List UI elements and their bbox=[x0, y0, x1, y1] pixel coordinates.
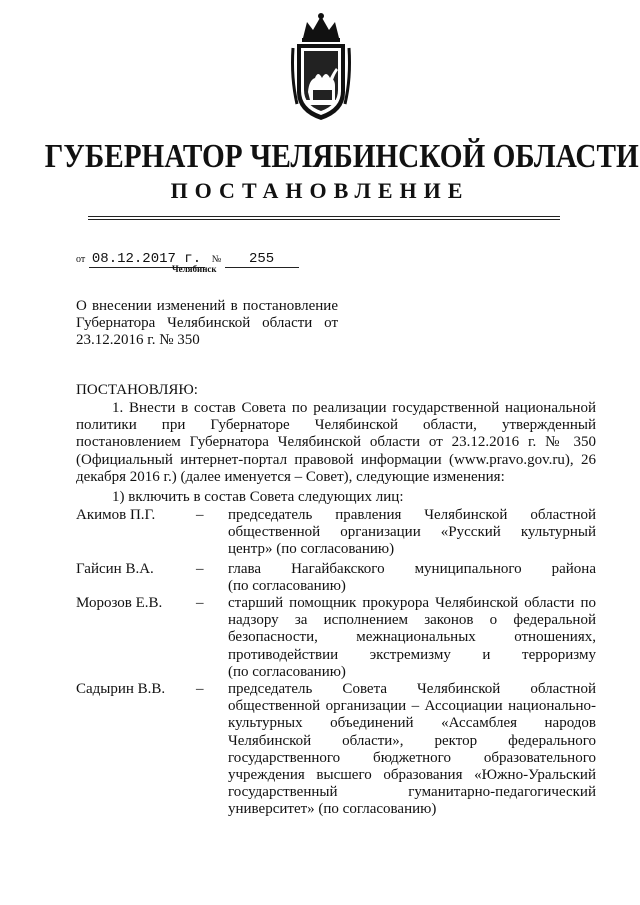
member-description-line: государственный гуманитарно-педагогический bbox=[228, 784, 596, 801]
member-description-line: государственного бюджетного образовательного bbox=[228, 749, 596, 766]
member-description-line: председатель правления Челябинской областной bbox=[228, 507, 596, 523]
item-1: 1) включить в состав Совета следующих лиц: bbox=[112, 489, 404, 505]
member-description-line: общественной организации «Русский культурный bbox=[228, 524, 596, 541]
member-description bbox=[228, 595, 596, 681]
decree-word: ПОСТАНОВЛЯЮ: bbox=[76, 382, 198, 398]
member-dash: – bbox=[196, 681, 204, 697]
member-description-line: глава Нагайбакского муниципального района bbox=[228, 561, 596, 577]
header-divider bbox=[88, 216, 560, 217]
member-description-line: (по согласованию) bbox=[228, 663, 346, 680]
member-description bbox=[228, 507, 596, 559]
member-name: Морозов Е.В. bbox=[76, 595, 163, 611]
member-description-line: (по согласованию) bbox=[228, 578, 346, 595]
member-description bbox=[228, 561, 596, 595]
paragraph-1: 1. Внести в состав Совета по реализации государственной национальной политики при Губернаторе Челябинской области, утвержденный постановлением Губернатора Челябинской области от 23.12.2016 г. № 350 (Официальный интернет-портал правовой информации (www.pravo.gov.ru), 26 декабря 2016 г.) (далее именуется – Совет), следующие изменения: bbox=[76, 400, 596, 485]
member-description-line: Челябинской области», ректор федерального bbox=[228, 732, 596, 749]
member-name: Акимов П.Г. bbox=[76, 507, 156, 523]
coat-of-arms-emblem bbox=[289, 8, 353, 124]
document-authority-title: ГУБЕРНАТОР ЧЕЛЯБИНСКОЙ ОБЛАСТИ bbox=[44, 138, 639, 175]
document-city: Челябинск bbox=[172, 264, 217, 274]
number-prefix: № bbox=[211, 254, 222, 265]
member-description-line: центр» (по согласованию) bbox=[228, 541, 395, 558]
member-description-line: старший помощник прокурора Челябинской области по bbox=[228, 595, 596, 611]
member-description-line: надзору за исполнением законов о федеральной bbox=[228, 612, 596, 629]
member-name: Садырин В.В. bbox=[76, 681, 166, 697]
member-description bbox=[228, 681, 596, 819]
member-name: Гайсин В.А. bbox=[76, 561, 154, 577]
member-description-line: университет» (по согласованию) bbox=[228, 801, 437, 818]
member-description-line: председатель Совета Челябинской областной bbox=[228, 681, 596, 697]
date-prefix: от bbox=[76, 254, 86, 265]
member-dash: – bbox=[196, 507, 204, 523]
member-description-line: противодействии экстремизму и терроризму bbox=[228, 646, 596, 663]
document-date: 08.12.2017 г. bbox=[89, 251, 205, 268]
member-description-line: общественной организации – Ассоциации национально- bbox=[228, 698, 596, 715]
member-dash: – bbox=[196, 595, 204, 611]
document-type-title: ПОСТАНОВЛЕНИЕ bbox=[170, 178, 470, 203]
document-number: 255 bbox=[225, 251, 299, 268]
document-subject: О внесении изменений в постановление Губернатора Челябинской области от 23.12.2016 г. № 350 bbox=[76, 298, 338, 348]
member-description-line: безопасности, межнациональных отношениях, bbox=[228, 629, 596, 646]
member-dash: – bbox=[196, 561, 204, 577]
member-description-line: культурных объединений «Ассамблея народов bbox=[228, 715, 596, 732]
member-description-line: учреждения высшего образования «Южно-Уральский bbox=[228, 767, 596, 784]
header-divider-thin bbox=[88, 219, 560, 220]
